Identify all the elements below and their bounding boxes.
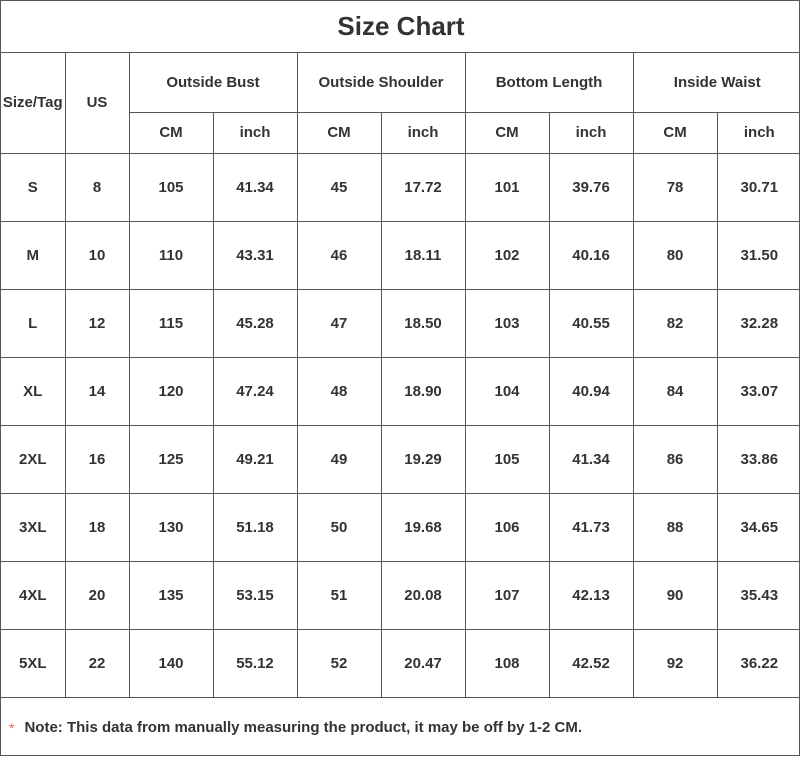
table-cell: 41.73 <box>549 493 633 561</box>
size-cell: L <box>1 289 65 357</box>
header-size-tag: Size/Tag <box>1 53 65 153</box>
unit-header: inch <box>717 112 800 153</box>
table-cell: 32.28 <box>717 289 800 357</box>
size-cell: S <box>1 153 65 221</box>
table-cell: 51 <box>297 561 381 629</box>
table-cell: 20.47 <box>381 629 465 697</box>
table-cell: 20 <box>65 561 129 629</box>
table-cell: 49.21 <box>213 425 297 493</box>
table-row <box>1 561 800 629</box>
table-cell: 140 <box>129 629 213 697</box>
table-cell: 78 <box>633 153 717 221</box>
table-cell: 55.12 <box>213 629 297 697</box>
header-us: US <box>65 53 129 153</box>
table-cell: 45 <box>297 153 381 221</box>
table-body <box>1 153 800 697</box>
table-cell: 80 <box>633 221 717 289</box>
header-row-groups <box>1 53 800 112</box>
table-cell: 8 <box>65 153 129 221</box>
table-row <box>1 221 800 289</box>
asterisk-marker: * <box>9 719 15 736</box>
table-cell: 31.50 <box>717 221 800 289</box>
table-cell: 105 <box>129 153 213 221</box>
table-cell: 43.31 <box>213 221 297 289</box>
table-cell: 30.71 <box>717 153 800 221</box>
table-row <box>1 493 800 561</box>
table-cell: 50 <box>297 493 381 561</box>
table-cell: 35.43 <box>717 561 800 629</box>
table-row <box>1 289 800 357</box>
unit-header: inch <box>549 112 633 153</box>
size-cell: XL <box>1 357 65 425</box>
table-cell: 42.13 <box>549 561 633 629</box>
table-row <box>1 153 800 221</box>
table-cell: 48 <box>297 357 381 425</box>
measurement-note <box>1 697 800 757</box>
table-cell: 102 <box>465 221 549 289</box>
unit-header: CM <box>129 112 213 153</box>
table-row <box>1 629 800 697</box>
size-cell: 5XL <box>1 629 65 697</box>
table-cell: 49 <box>297 425 381 493</box>
table-cell: 46 <box>297 221 381 289</box>
table-cell: 82 <box>633 289 717 357</box>
table-cell: 34.65 <box>717 493 800 561</box>
size-cell: 3XL <box>1 493 65 561</box>
table-cell: 45.28 <box>213 289 297 357</box>
table-cell: 110 <box>129 221 213 289</box>
table-cell: 41.34 <box>213 153 297 221</box>
size-table <box>1 53 800 698</box>
size-cell: 4XL <box>1 561 65 629</box>
table-cell: 47 <box>297 289 381 357</box>
table-cell: 40.94 <box>549 357 633 425</box>
table-cell: 33.86 <box>717 425 800 493</box>
table-cell: 36.22 <box>717 629 800 697</box>
table-cell: 106 <box>465 493 549 561</box>
table-cell: 12 <box>65 289 129 357</box>
table-cell: 103 <box>465 289 549 357</box>
table-cell: 92 <box>633 629 717 697</box>
table-cell: 18.90 <box>381 357 465 425</box>
table-cell: 22 <box>65 629 129 697</box>
table-cell: 14 <box>65 357 129 425</box>
table-row <box>1 357 800 425</box>
unit-header: CM <box>297 112 381 153</box>
table-cell: 52 <box>297 629 381 697</box>
note-text: Note: This data from manually measuring the product, it may be off by 1-2 CM. <box>24 719 583 736</box>
table-cell: 47.24 <box>213 357 297 425</box>
table-cell: 125 <box>129 425 213 493</box>
table-cell: 84 <box>633 357 717 425</box>
table-cell: 108 <box>465 629 549 697</box>
table-cell: 130 <box>129 493 213 561</box>
table-cell: 33.07 <box>717 357 800 425</box>
table-cell: 86 <box>633 425 717 493</box>
table-row <box>1 425 800 493</box>
table-cell: 19.29 <box>381 425 465 493</box>
table-cell: 18.11 <box>381 221 465 289</box>
unit-header: inch <box>213 112 297 153</box>
table-cell: 10 <box>65 221 129 289</box>
unit-header: CM <box>465 112 549 153</box>
table-cell: 104 <box>465 357 549 425</box>
table-cell: 105 <box>465 425 549 493</box>
header-outside-bust: Outside Bust <box>129 53 297 112</box>
table-cell: 115 <box>129 289 213 357</box>
table-cell: 19.68 <box>381 493 465 561</box>
table-cell: 42.52 <box>549 629 633 697</box>
unit-header: inch <box>381 112 465 153</box>
table-cell: 120 <box>129 357 213 425</box>
header-outside-shoulder: Outside Shoulder <box>297 53 465 112</box>
header-inside-waist: Inside Waist <box>633 53 800 112</box>
chart-title: Size Chart <box>1 1 800 53</box>
table-cell: 20.08 <box>381 561 465 629</box>
table-cell: 88 <box>633 493 717 561</box>
table-cell: 16 <box>65 425 129 493</box>
unit-header: CM <box>633 112 717 153</box>
size-cell: M <box>1 221 65 289</box>
header-bottom-length: Bottom Length <box>465 53 633 112</box>
table-cell: 41.34 <box>549 425 633 493</box>
table-cell: 90 <box>633 561 717 629</box>
table-cell: 18 <box>65 493 129 561</box>
table-cell: 40.16 <box>549 221 633 289</box>
table-cell: 40.55 <box>549 289 633 357</box>
table-cell: 18.50 <box>381 289 465 357</box>
table-cell: 101 <box>465 153 549 221</box>
table-cell: 135 <box>129 561 213 629</box>
table-cell: 107 <box>465 561 549 629</box>
table-cell: 17.72 <box>381 153 465 221</box>
table-cell: 51.18 <box>213 493 297 561</box>
table-cell: 53.15 <box>213 561 297 629</box>
table-cell: 39.76 <box>549 153 633 221</box>
size-cell: 2XL <box>1 425 65 493</box>
